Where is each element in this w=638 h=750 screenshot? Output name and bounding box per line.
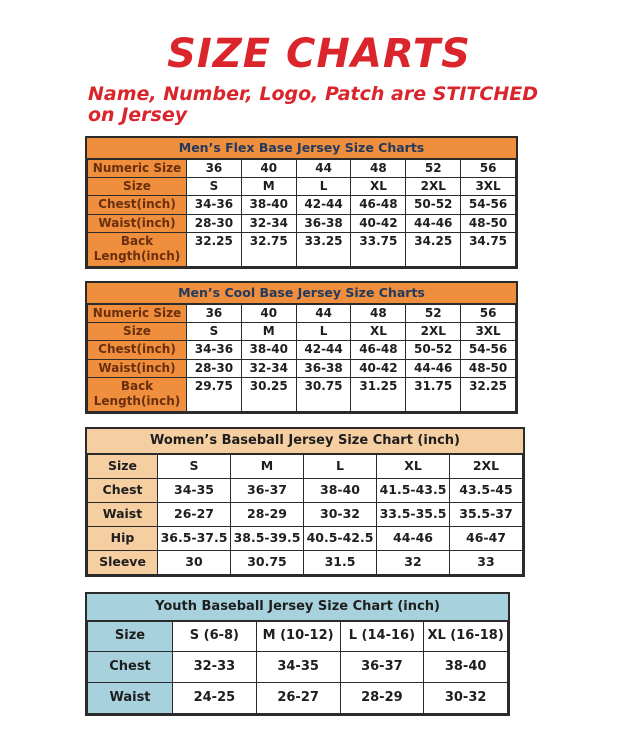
size-cell: L	[304, 454, 377, 478]
size-cell: 3XL	[461, 177, 516, 195]
table-row	[88, 683, 508, 714]
size-cell: 44-46	[406, 214, 461, 232]
table-row	[88, 196, 516, 214]
size-cell: 56	[461, 304, 516, 322]
size-cell: 50-52	[406, 341, 461, 359]
womens-baseball-size-chart	[85, 427, 525, 577]
size-cell: S	[158, 454, 231, 478]
size-cell: M	[231, 454, 304, 478]
table-row	[88, 177, 516, 195]
size-cell: 34-35	[158, 478, 231, 502]
mens-flex-base-title: Men’s Flex Base Jersey Size Charts	[87, 138, 516, 159]
row-label: Chest	[88, 478, 158, 502]
size-cell: XL	[377, 454, 450, 478]
size-cell: L (14-16)	[340, 621, 424, 652]
size-cell: 31.5	[304, 550, 377, 574]
size-cell: S	[187, 323, 242, 341]
size-cell: 46-48	[351, 196, 406, 214]
size-cell: 32.75	[241, 232, 296, 266]
size-cell: 38-40	[241, 196, 296, 214]
size-cell: 30	[158, 550, 231, 574]
mens-cool-base-size-chart	[85, 281, 518, 414]
size-cell: 30.75	[296, 378, 351, 412]
size-cell: XL	[351, 323, 406, 341]
size-cell: L	[296, 177, 351, 195]
size-cell: 28-29	[340, 683, 424, 714]
row-label: Size	[88, 177, 187, 195]
mens-flex-base-table	[87, 159, 516, 267]
youth-baseball-table	[87, 621, 508, 714]
size-cell: 54-56	[461, 196, 516, 214]
mens-cool-base-title: Men’s Cool Base Jersey Size Charts	[87, 283, 516, 304]
size-cell: 32.25	[187, 232, 242, 266]
row-label: Numeric Size	[88, 304, 187, 322]
table-row	[88, 159, 516, 177]
size-cell: 40	[241, 159, 296, 177]
size-cell: 38-40	[241, 341, 296, 359]
row-label: Size	[88, 323, 187, 341]
row-label: Waist(inch)	[88, 359, 187, 377]
size-cell: 30.25	[241, 378, 296, 412]
size-cell: M (10-12)	[256, 621, 340, 652]
size-cell: 36-38	[296, 214, 351, 232]
size-cell: S (6-8)	[173, 621, 257, 652]
size-cell: 32-34	[241, 214, 296, 232]
womens-baseball-table	[87, 454, 523, 575]
row-label: Back Length(inch)	[88, 378, 187, 412]
size-cell: 38-40	[304, 478, 377, 502]
table-row	[88, 502, 523, 526]
row-label: Size	[88, 454, 158, 478]
size-cell: 2XL	[406, 323, 461, 341]
row-label: Hip	[88, 526, 158, 550]
row-label: Numeric Size	[88, 159, 187, 177]
size-cell: 44-46	[377, 526, 450, 550]
table-row	[88, 454, 523, 478]
size-cell: 32	[377, 550, 450, 574]
size-cell: 43.5-45	[450, 478, 523, 502]
size-cell: M	[241, 177, 296, 195]
size-cell: 52	[406, 159, 461, 177]
table-row	[88, 478, 523, 502]
size-cell: 32.25	[461, 378, 516, 412]
row-label: Chest(inch)	[88, 196, 187, 214]
row-label: Size	[88, 621, 173, 652]
row-label: Back Length(inch)	[88, 232, 187, 266]
size-cell: 34-36	[187, 341, 242, 359]
row-label: Sleeve	[88, 550, 158, 574]
size-cell: 36.5-37.5	[158, 526, 231, 550]
size-cell: 33	[450, 550, 523, 574]
size-cell: 28-30	[187, 359, 242, 377]
size-cell: 2XL	[450, 454, 523, 478]
size-cell: 2XL	[406, 177, 461, 195]
size-cell: 40	[241, 304, 296, 322]
size-cell: 30-32	[304, 502, 377, 526]
subtitle-line-2: on Jersey	[88, 104, 188, 127]
page-subtitle	[88, 84, 638, 127]
table-row	[88, 214, 516, 232]
size-cell: XL	[351, 177, 406, 195]
size-cell: 46-47	[450, 526, 523, 550]
size-cell: 38.5-39.5	[231, 526, 304, 550]
size-cell: 24-25	[173, 683, 257, 714]
size-cell: 48	[351, 304, 406, 322]
size-cell: 48-50	[461, 214, 516, 232]
size-cell: 38-40	[424, 652, 508, 683]
size-cell: 40-42	[351, 214, 406, 232]
size-cell: 52	[406, 304, 461, 322]
mens-cool-base-table	[87, 304, 516, 412]
size-cell: 54-56	[461, 341, 516, 359]
size-cell: 44	[296, 304, 351, 322]
table-row	[88, 341, 516, 359]
size-cell: M	[241, 323, 296, 341]
table-row	[88, 652, 508, 683]
size-cell: 42-44	[296, 341, 351, 359]
size-cell: 34-35	[256, 652, 340, 683]
size-cell: XL (16-18)	[424, 621, 508, 652]
size-cell: 46-48	[351, 341, 406, 359]
table-row	[88, 621, 508, 652]
size-cell: 40-42	[351, 359, 406, 377]
size-cell: 44-46	[406, 359, 461, 377]
size-cell: 36	[187, 159, 242, 177]
size-cell: 36-37	[340, 652, 424, 683]
size-cell: 31.75	[406, 378, 461, 412]
table-row	[88, 550, 523, 574]
row-label: Chest(inch)	[88, 341, 187, 359]
youth-baseball-size-chart	[85, 592, 510, 716]
size-cell: 35.5-37	[450, 502, 523, 526]
subtitle-line-1: Name, Number, Logo, Patch are STITCHED	[88, 83, 538, 105]
row-label: Waist(inch)	[88, 214, 187, 232]
size-cell: 3XL	[461, 323, 516, 341]
size-cell: 34.75	[461, 232, 516, 266]
row-label: Waist	[88, 502, 158, 526]
size-cell: 48-50	[461, 359, 516, 377]
size-cell: 50-52	[406, 196, 461, 214]
size-cell: 30-32	[424, 683, 508, 714]
size-cell: 34.25	[406, 232, 461, 266]
table-row	[88, 323, 516, 341]
size-cell: 44	[296, 159, 351, 177]
table-row	[88, 304, 516, 322]
table-row	[88, 378, 516, 412]
size-cell: 28-29	[231, 502, 304, 526]
youth-baseball-title: Youth Baseball Jersey Size Chart (inch)	[87, 594, 508, 621]
size-cell: 34-36	[187, 196, 242, 214]
womens-baseball-title: Women’s Baseball Jersey Size Chart (inch)	[87, 429, 523, 454]
table-row	[88, 359, 516, 377]
size-cell: 33.25	[296, 232, 351, 266]
size-cell: 29.75	[187, 378, 242, 412]
mens-flex-base-size-chart	[85, 136, 518, 269]
size-cell: 40.5-42.5	[304, 526, 377, 550]
size-cell: 28-30	[187, 214, 242, 232]
table-row	[88, 232, 516, 266]
size-cell: 36-38	[296, 359, 351, 377]
page-title: SIZE CHARTS	[167, 31, 471, 77]
size-cell: 33.5-35.5	[377, 502, 450, 526]
size-cell: 33.75	[351, 232, 406, 266]
row-label: Waist	[88, 683, 173, 714]
table-row	[88, 526, 523, 550]
size-cell: L	[296, 323, 351, 341]
size-cell: 26-27	[158, 502, 231, 526]
row-label: Chest	[88, 652, 173, 683]
size-cell: 42-44	[296, 196, 351, 214]
size-cell: 30.75	[231, 550, 304, 574]
size-cell: S	[187, 177, 242, 195]
size-cell: 41.5-43.5	[377, 478, 450, 502]
size-cell: 56	[461, 159, 516, 177]
size-cell: 32-34	[241, 359, 296, 377]
size-cell: 26-27	[256, 683, 340, 714]
size-cell: 48	[351, 159, 406, 177]
size-cell: 36	[187, 304, 242, 322]
size-cell: 31.25	[351, 378, 406, 412]
size-cell: 32-33	[173, 652, 257, 683]
size-cell: 36-37	[231, 478, 304, 502]
